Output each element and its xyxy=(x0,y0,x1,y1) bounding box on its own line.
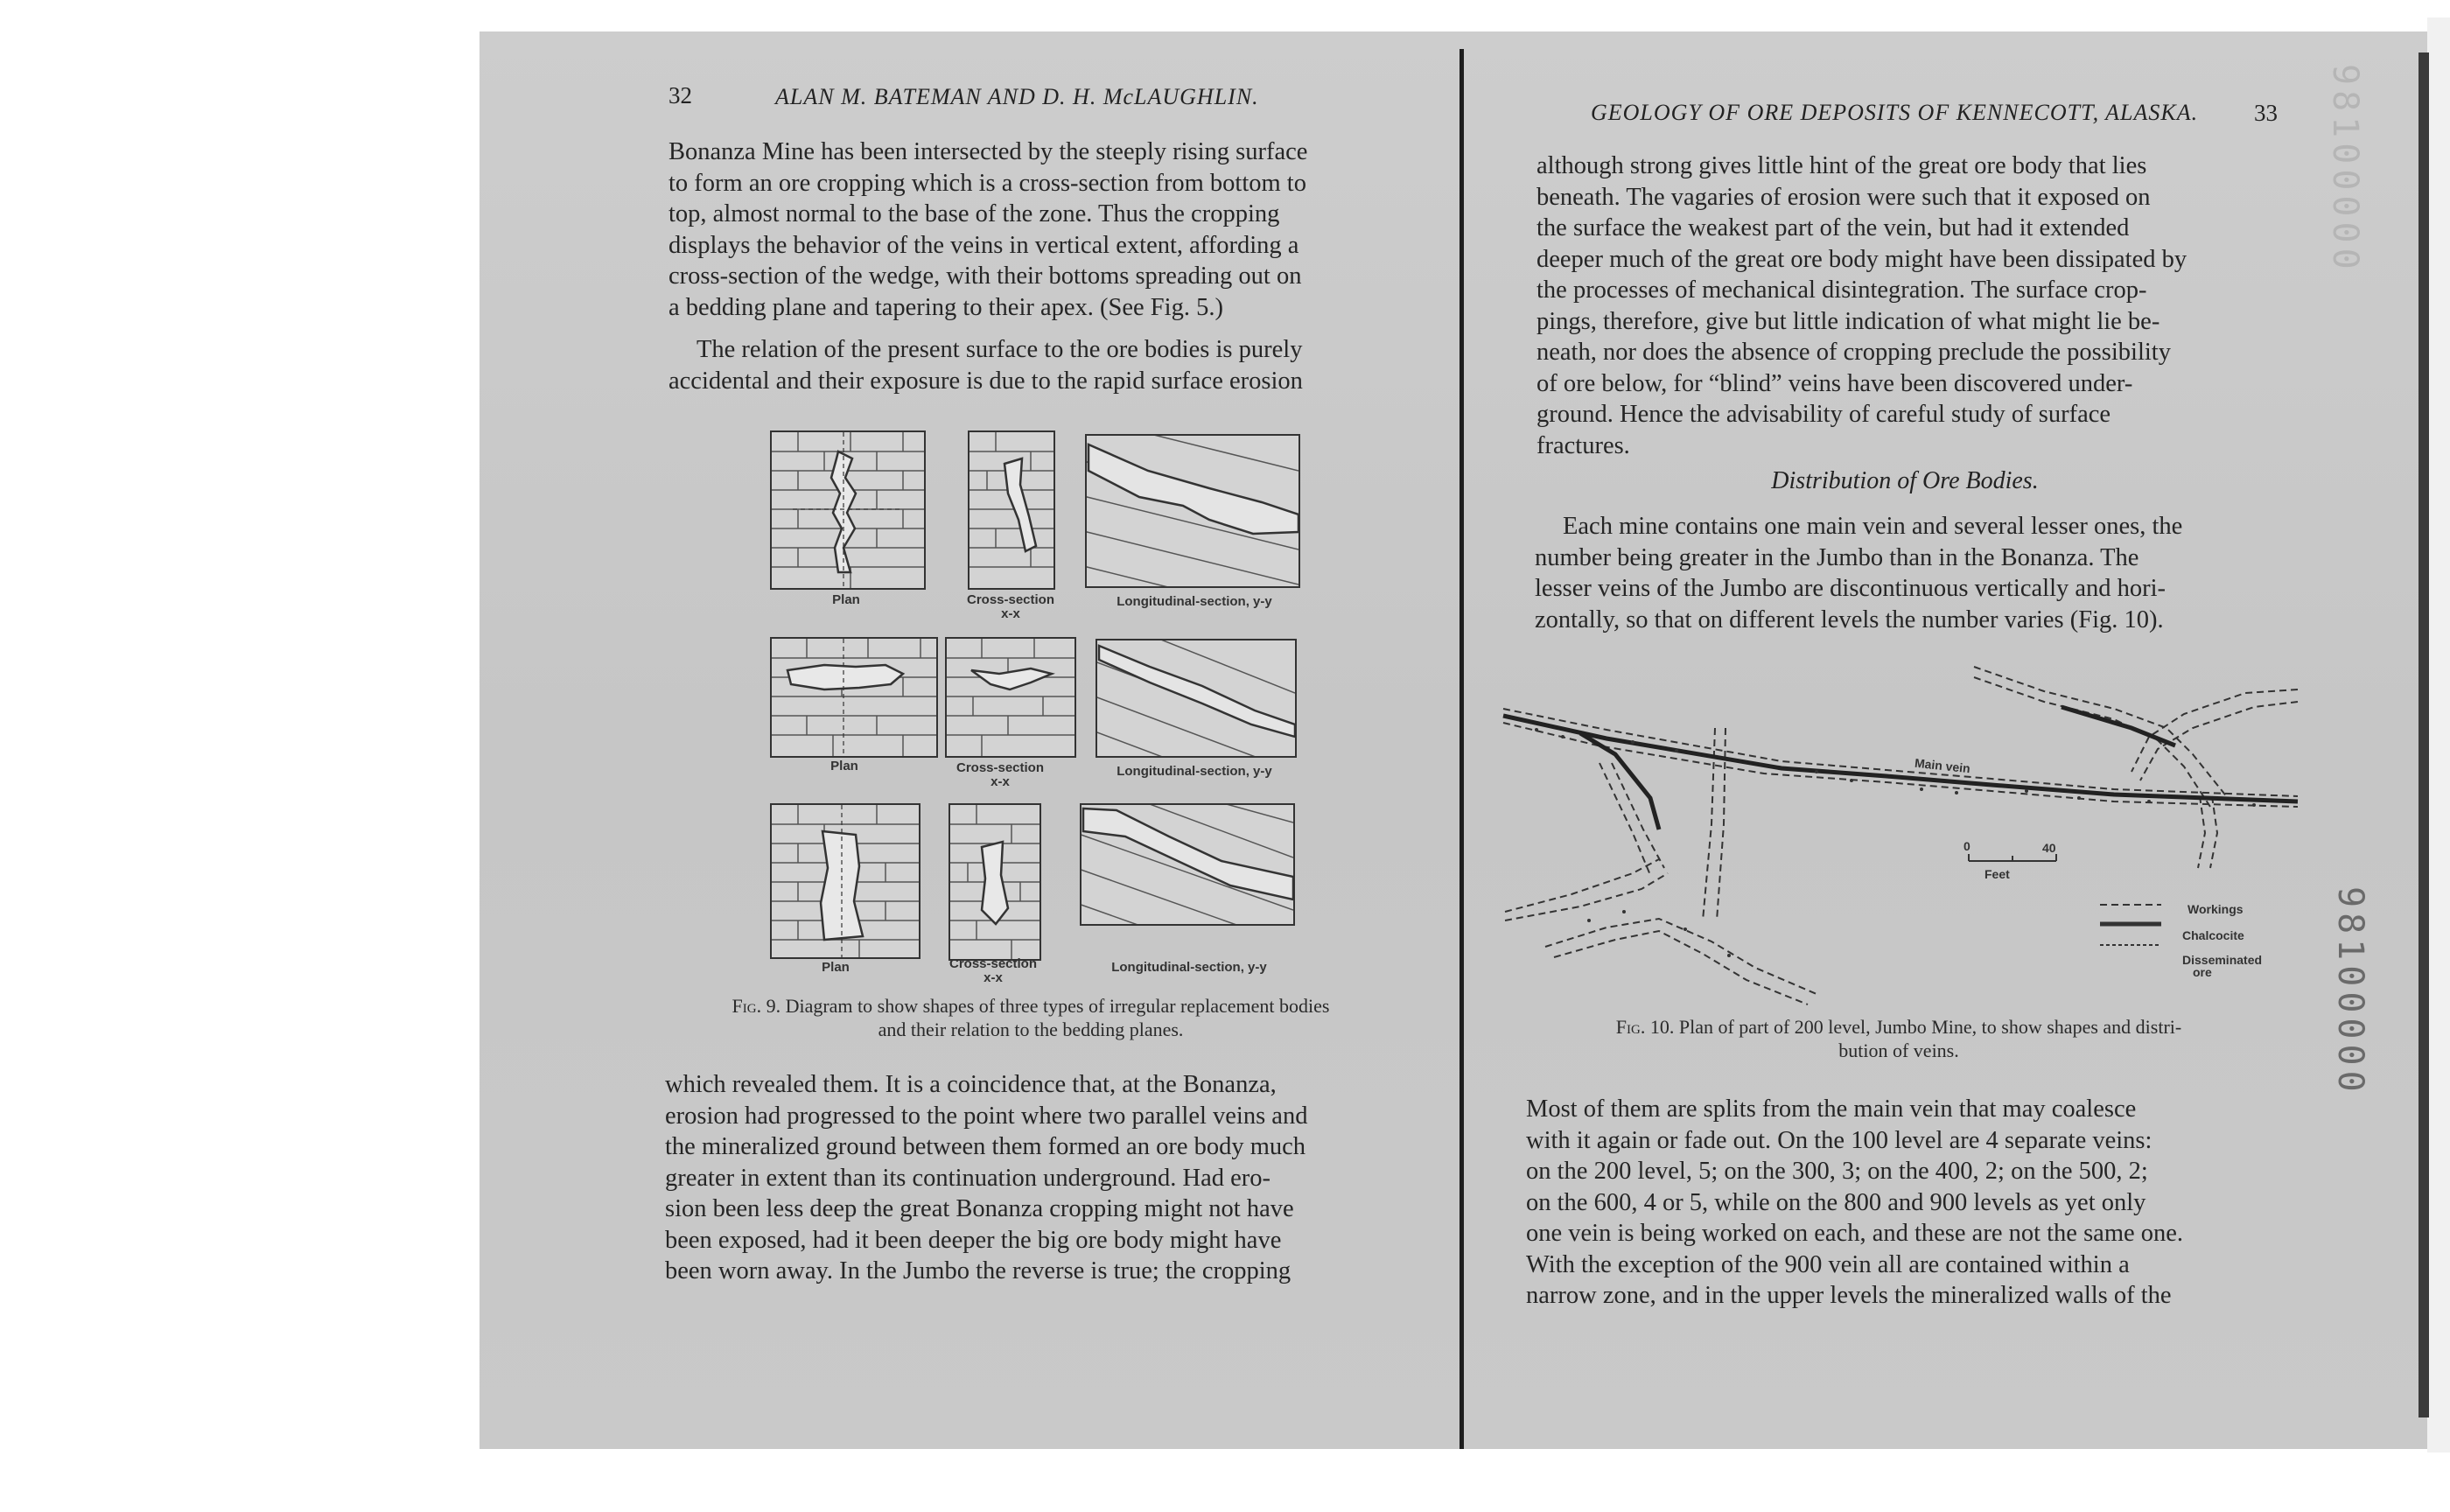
fig10-caption-number: Fig. 10. xyxy=(1615,1016,1675,1038)
fig9-longitudinal-3 xyxy=(1080,803,1295,926)
legend-workings: Workings xyxy=(2188,902,2244,916)
fig9-cross-section-1 xyxy=(968,430,1055,590)
text-line: although strong gives little hint of the great ore body that lies xyxy=(1536,152,2147,179)
text-line: on the 200 level, 5; on the 300, 3; on the 400, 2; on the 500, 2; xyxy=(1526,1158,2148,1185)
legend-ore: ore xyxy=(2193,965,2212,979)
fig9-label-long-3: Longitudinal-section, y-y xyxy=(1111,960,1267,975)
fig9-plan-3 xyxy=(770,803,920,959)
right-paragraph-1 xyxy=(1536,150,2273,461)
legend-chalcocite: Chalcocite xyxy=(2182,928,2244,942)
cross-section-label: Cross-section xyxy=(956,760,1045,775)
text-line: been worn away. In the Jumbo the reverse is true; the cropping xyxy=(665,1257,1292,1284)
fig9-label-plan-1: Plan xyxy=(832,592,860,607)
text-line: cross-section of the wedge, with their bottoms spreading out on xyxy=(668,262,1302,290)
archive-stamp xyxy=(2324,884,2376,1097)
fig9-longitudinal-2 xyxy=(1096,639,1297,758)
text-line: accidental and their exposure is due to the rapid surface erosion xyxy=(668,367,1303,395)
text-line: deeper much of the great ore body might have been dissipated by xyxy=(1536,245,2188,273)
faint-stamp-number: 98100000 xyxy=(2325,64,2365,275)
text-line: ground. Hence the advisability of careful study of surface xyxy=(1536,401,2111,428)
text-line: of ore below, for “blind” veins have been discovered under- xyxy=(1536,369,2133,397)
scale-forty: 40 xyxy=(2042,841,2056,855)
legend-disseminated: Disseminated xyxy=(2182,953,2263,967)
fig9-label-plan-3: Plan xyxy=(822,960,850,975)
text-line: zontally, so that on different levels the number varies (Fig. 10). xyxy=(1535,606,2164,634)
text-line: been exposed, had it been deeper the big ore body might have xyxy=(665,1226,1282,1254)
left-running-head: ALAN M. BATEMAN AND D. H. McLAUGHLIN. xyxy=(775,84,1259,109)
scale-zero: 0 xyxy=(1964,839,1970,853)
text-line: pings, therefore, give but little indication of what might lie be- xyxy=(1536,307,2160,335)
text-line: one vein is being worked on each, and these are not the same one. xyxy=(1526,1220,2184,1247)
right-running-head: GEOLOGY OF ORE DEPOSITS OF KENNECOTT, ALASKA. xyxy=(1591,100,2199,125)
text-line: number being greater in the Jumbo than in the Bonanza. The xyxy=(1535,543,2139,571)
text-line: displays the behavior of the veins in vertical extent, affording a xyxy=(668,231,1299,259)
left-paragraph-2 xyxy=(668,334,1400,396)
fig9-label-cross-2 xyxy=(943,761,1057,789)
left-paragraph-1 xyxy=(668,136,1400,323)
fig10-caption xyxy=(1526,1015,2272,1062)
text-line: the processes of mechanical disintegration. The surface crop- xyxy=(1536,276,2147,304)
text-line: to form an ore cropping which is a cross-section from bottom to xyxy=(668,169,1306,197)
text-line: fractures. xyxy=(1536,431,1630,459)
text-line: which revealed them. It is a coincidence that, at the Bonanza, xyxy=(665,1071,1277,1098)
text-line: the mineralized ground between them formed an ore body much xyxy=(665,1133,1306,1160)
right-paragraph-3 xyxy=(1526,1094,2261,1312)
fig10-caption-line-1 xyxy=(1526,1015,2272,1039)
left-paragraph-3 xyxy=(665,1069,1393,1287)
fig9-plan-2 xyxy=(770,637,938,758)
scale-unit: Feet xyxy=(1984,867,2010,881)
scan-book-edge xyxy=(2418,52,2429,1418)
xx-label: x-x xyxy=(990,774,1010,789)
text-line: on the 600, 4 or 5, while on the 800 and 900 levels as yet only xyxy=(1526,1188,2146,1216)
fig9-label-long-2: Longitudinal-section, y-y xyxy=(1116,764,1272,779)
text-line: Each mine contains one main vein and several lesser ones, the xyxy=(1563,513,2183,540)
left-page-number: 32 xyxy=(668,82,692,108)
text-line: The relation of the present surface to the ore bodies is purely xyxy=(696,336,1303,363)
fig9-caption xyxy=(663,994,1398,1041)
fig9-caption-line-2: and their relation to the bedding planes. xyxy=(878,1018,1184,1040)
xx-label: x-x xyxy=(1001,606,1020,621)
scan-right-margin xyxy=(2427,18,2450,1452)
fig9-cross-section-2 xyxy=(945,637,1076,758)
right-paragraph-2 xyxy=(1535,511,2273,635)
main-vein-label: Main vein xyxy=(1914,755,1971,776)
text-line: narrow zone, and in the upper levels the mineralized walls of the xyxy=(1526,1282,2172,1309)
text-line: sion been less deep the great Bonanza cropping might not have xyxy=(665,1195,1294,1222)
fig9-label-cross-3 xyxy=(936,957,1050,985)
fig10-caption-text-1: Plan of part of 200 level, Jumbo Mine, to show shapes and distri- xyxy=(1678,1016,2182,1038)
text-line: the surface the weakest part of the vein, but had it extended xyxy=(1536,214,2130,242)
fig10-caption-line-2: bution of veins. xyxy=(1838,1040,1959,1061)
fig9-longitudinal-1 xyxy=(1085,434,1300,588)
text-line: With the exception of the 900 vein all are contained within a xyxy=(1526,1250,2130,1278)
text-line: greater in extent than its continuation underground. Had ero- xyxy=(665,1164,1270,1192)
fig9-label-long-1: Longitudinal-section, y-y xyxy=(1116,594,1272,609)
faint-stamp xyxy=(2319,52,2371,402)
text-line: beneath. The vagaries of erosion were such that it exposed on xyxy=(1536,183,2151,211)
fig9-caption-line-1 xyxy=(663,994,1398,1018)
section-heading: Distribution of Ore Bodies. xyxy=(1771,467,2039,494)
right-page-number: 33 xyxy=(2254,100,2278,126)
text-line: top, almost normal to the base of the zone. Thus the cropping xyxy=(668,200,1280,228)
fig9-plan-1 xyxy=(770,430,926,590)
text-line: lesser veins of the Jumbo are discontinuous vertically and hori- xyxy=(1535,575,2166,602)
fig9-caption-number: Fig. 9. xyxy=(732,995,781,1017)
text-line: erosion had progressed to the point where two parallel veins and xyxy=(665,1102,1308,1130)
book-gutter xyxy=(1460,49,1464,1449)
archive-stamp-number: 98100000 xyxy=(2330,886,2370,1097)
xx-label: x-x xyxy=(984,970,1003,985)
text-line: neath, nor does the absence of cropping preclude the possibility xyxy=(1536,339,2171,366)
fig9-label-cross-1 xyxy=(954,593,1068,621)
text-line: with it again or fade out. On the 100 level are 4 separate veins: xyxy=(1526,1126,2152,1154)
text-line: Bonanza Mine has been intersected by the steeply rising surface xyxy=(668,138,1308,165)
text-line: Most of them are splits from the main vein that may coalesce xyxy=(1526,1096,2137,1123)
fig9-caption-text-1: Diagram to show shapes of three types of irregular replacement bodies xyxy=(785,995,1330,1017)
fig9-cross-section-3 xyxy=(948,803,1041,961)
text-line: a bedding plane and tapering to their apex. (See Fig. 5.) xyxy=(668,293,1223,321)
cross-section-label: Cross-section xyxy=(948,956,1038,971)
cross-section-label: Cross-section xyxy=(966,592,1055,607)
fig9-label-plan-2: Plan xyxy=(830,759,858,774)
